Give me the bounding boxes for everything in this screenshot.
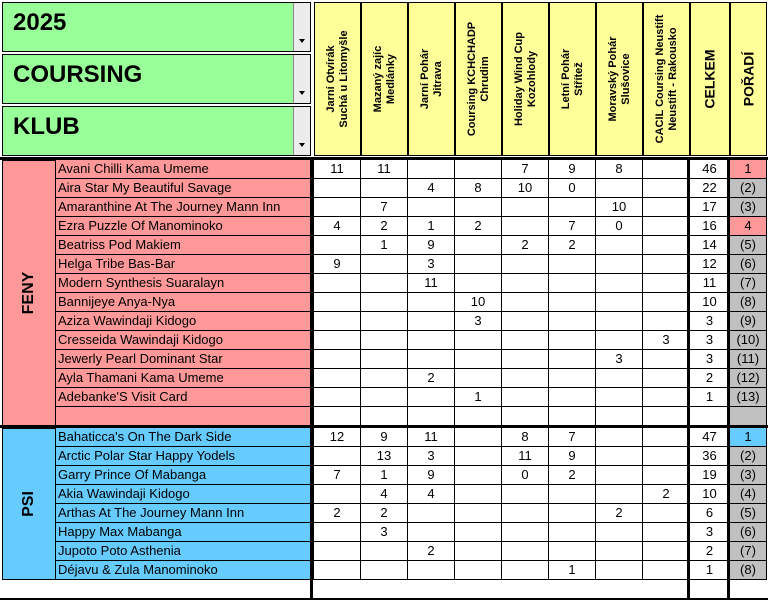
- score-cell: [596, 312, 643, 331]
- score-cell: [408, 312, 455, 331]
- score-cell: 3: [408, 255, 455, 274]
- score-cell: [408, 350, 455, 369]
- total-cell: 6: [690, 504, 730, 523]
- blank-row-name: [56, 407, 314, 426]
- column-header-label: Mazaný zajíc Medlánky: [371, 45, 397, 113]
- score-cell: [502, 485, 549, 504]
- row-name: Bahaticca's On The Dark Side: [56, 428, 314, 447]
- score-cell: [455, 466, 502, 485]
- column-header-label: Holiday Wind Cup Kozohlody: [512, 32, 538, 127]
- row-name: Modern Synthesis Suaralayn: [56, 274, 314, 293]
- score-cell: 11: [408, 274, 455, 293]
- score-cell: 2: [596, 504, 643, 523]
- column-header-7: [596, 2, 643, 156]
- score-cell: 11: [408, 428, 455, 447]
- score-cell: [361, 407, 408, 426]
- score-cell: 2: [408, 369, 455, 388]
- score-cell: [455, 331, 502, 350]
- column-separator: [687, 158, 690, 598]
- score-cell: [361, 255, 408, 274]
- column-header-label: Jarní Otvírák Suchá u Litomyšle: [324, 30, 350, 128]
- score-cell: [643, 388, 690, 407]
- row-name: Garry Prince Of Mabanga: [56, 466, 314, 485]
- selector-value: 2025: [13, 9, 67, 36]
- score-cell: [643, 428, 690, 447]
- total-cell: 47: [690, 428, 730, 447]
- row-name: Akia Wawindaji Kidogo: [56, 485, 314, 504]
- score-cell: [314, 274, 361, 293]
- rank-header: [730, 2, 767, 156]
- score-cell: [596, 293, 643, 312]
- column-header-4: [455, 2, 502, 156]
- score-cell: [502, 350, 549, 369]
- rank-cell: (8): [730, 293, 767, 312]
- score-cell: 1: [361, 466, 408, 485]
- score-cell: 10: [455, 293, 502, 312]
- score-cell: [361, 179, 408, 198]
- selector-3[interactable]: [2, 106, 311, 156]
- total-cell: 12: [690, 255, 730, 274]
- column-header-1: [314, 2, 361, 156]
- score-cell: [314, 331, 361, 350]
- score-cell: 11: [314, 160, 361, 179]
- score-cell: [596, 428, 643, 447]
- rank-cell: (4): [730, 485, 767, 504]
- rank-cell: (7): [730, 542, 767, 561]
- score-cell: [408, 504, 455, 523]
- row-name: Amaranthine At The Journey Mann Inn: [56, 198, 314, 217]
- rank-cell: (11): [730, 350, 767, 369]
- score-cell: [549, 350, 596, 369]
- chevron-down-icon[interactable]: [293, 107, 310, 155]
- rank-cell: (10): [730, 331, 767, 350]
- score-cell: [408, 331, 455, 350]
- score-cell: [361, 388, 408, 407]
- score-cell: [643, 312, 690, 331]
- score-cell: [314, 561, 361, 580]
- score-cell: 7: [361, 198, 408, 217]
- row-name: Cresseida Wawindaji Kidogo: [56, 331, 314, 350]
- rank-cell: (2): [730, 447, 767, 466]
- score-cell: [361, 331, 408, 350]
- rank-cell: (6): [730, 523, 767, 542]
- score-cell: 12: [314, 428, 361, 447]
- score-cell: [408, 388, 455, 407]
- score-cell: 0: [596, 217, 643, 236]
- score-cell: [314, 388, 361, 407]
- total-cell: 3: [690, 350, 730, 369]
- score-cell: [314, 407, 361, 426]
- score-cell: 0: [549, 179, 596, 198]
- score-cell: [549, 504, 596, 523]
- score-cell: [361, 350, 408, 369]
- score-cell: 10: [596, 198, 643, 217]
- score-cell: [314, 523, 361, 542]
- total-cell: 22: [690, 179, 730, 198]
- score-cell: [502, 542, 549, 561]
- score-cell: 2: [502, 236, 549, 255]
- score-cell: [361, 369, 408, 388]
- score-cell: [549, 523, 596, 542]
- row-name: Bannijeye Anya-Nya: [56, 293, 314, 312]
- rank-header-label: POŘADÍ: [740, 51, 756, 107]
- score-cell: [314, 350, 361, 369]
- total-cell: 2: [690, 542, 730, 561]
- score-cell: [314, 179, 361, 198]
- score-cell: [455, 523, 502, 542]
- score-cell: [549, 542, 596, 561]
- total-cell: 1: [690, 388, 730, 407]
- score-cell: 4: [408, 179, 455, 198]
- score-cell: [643, 274, 690, 293]
- score-cell: [549, 388, 596, 407]
- score-cell: [596, 388, 643, 407]
- score-cell: 4: [314, 217, 361, 236]
- score-cell: [549, 255, 596, 274]
- score-cell: [549, 407, 596, 426]
- score-cell: [643, 198, 690, 217]
- score-cell: [502, 407, 549, 426]
- score-cell: 4: [361, 485, 408, 504]
- score-cell: 11: [361, 160, 408, 179]
- score-cell: [455, 350, 502, 369]
- score-cell: [549, 331, 596, 350]
- column-header-2: [361, 2, 408, 156]
- column-header-label: Letní Pohár Střítež: [559, 48, 585, 110]
- score-cell: [502, 331, 549, 350]
- score-cell: [596, 561, 643, 580]
- score-cell: [502, 198, 549, 217]
- score-cell: 8: [596, 160, 643, 179]
- score-cell: [596, 236, 643, 255]
- score-cell: [455, 198, 502, 217]
- group-feny: [2, 160, 56, 426]
- score-cell: [455, 236, 502, 255]
- score-cell: [408, 523, 455, 542]
- total-header: [690, 2, 730, 156]
- score-cell: [596, 542, 643, 561]
- selector-value: KLUB: [13, 113, 80, 140]
- total-cell: 14: [690, 236, 730, 255]
- rank-cell: (9): [730, 312, 767, 331]
- score-cell: [502, 388, 549, 407]
- score-cell: 1: [549, 561, 596, 580]
- rank-cell: 1: [730, 160, 767, 179]
- rank-cell: (5): [730, 236, 767, 255]
- group-label: FENY: [20, 271, 37, 315]
- score-cell: [596, 447, 643, 466]
- score-cell: [455, 542, 502, 561]
- total-cell: 1: [690, 561, 730, 580]
- total-cell: 2: [690, 369, 730, 388]
- score-cell: 7: [549, 217, 596, 236]
- score-cell: 1: [455, 388, 502, 407]
- score-cell: [455, 407, 502, 426]
- score-cell: [455, 561, 502, 580]
- score-cell: 2: [314, 504, 361, 523]
- score-cell: 2: [361, 504, 408, 523]
- row-name: Ayla Thamani Kama Umeme: [56, 369, 314, 388]
- total-cell: 3: [690, 331, 730, 350]
- total-cell: 3: [690, 523, 730, 542]
- total-cell: 46: [690, 160, 730, 179]
- row-name: Happy Max Mabanga: [56, 523, 314, 542]
- total-cell: 36: [690, 447, 730, 466]
- score-cell: [455, 369, 502, 388]
- row-name: Aziza Wawindaji Kidogo: [56, 312, 314, 331]
- total-cell: 19: [690, 466, 730, 485]
- column-header-6: [549, 2, 596, 156]
- row-name: Déjavu & Zula Manominoko: [56, 561, 314, 580]
- score-cell: [549, 198, 596, 217]
- column-header-label: CACIL Coursing Neustift Neustift - Rakousko: [653, 14, 679, 144]
- score-cell: [502, 312, 549, 331]
- score-cell: [596, 274, 643, 293]
- row-name: Beatriss Pod Makiem: [56, 236, 314, 255]
- score-cell: 2: [361, 217, 408, 236]
- score-cell: 2: [549, 466, 596, 485]
- score-cell: [502, 504, 549, 523]
- score-cell: [314, 293, 361, 312]
- score-cell: [549, 293, 596, 312]
- score-cell: [361, 561, 408, 580]
- score-cell: [643, 466, 690, 485]
- score-cell: 7: [549, 428, 596, 447]
- column-header-8: [643, 2, 690, 156]
- score-cell: [643, 217, 690, 236]
- score-cell: [408, 407, 455, 426]
- score-cell: [549, 312, 596, 331]
- score-cell: [361, 274, 408, 293]
- score-cell: 9: [549, 160, 596, 179]
- score-cell: [643, 350, 690, 369]
- score-cell: [361, 312, 408, 331]
- score-cell: [643, 523, 690, 542]
- total-header-label: CELKEM: [701, 49, 718, 109]
- rank-cell: 1: [730, 428, 767, 447]
- score-cell: 1: [408, 217, 455, 236]
- score-cell: 2: [408, 542, 455, 561]
- score-cell: 9: [549, 447, 596, 466]
- score-cell: [455, 447, 502, 466]
- row-name: Helga Tribe Bas-Bar: [56, 255, 314, 274]
- row-name: Avani Chilli Kama Umeme: [56, 160, 314, 179]
- score-cell: 4: [408, 485, 455, 504]
- score-cell: [596, 179, 643, 198]
- group-label: PSI: [20, 491, 37, 517]
- score-cell: 9: [408, 466, 455, 485]
- score-cell: 9: [408, 236, 455, 255]
- score-cell: [502, 274, 549, 293]
- score-cell: [455, 160, 502, 179]
- score-cell: 1: [361, 236, 408, 255]
- group-psi: [2, 428, 56, 580]
- score-cell: [408, 561, 455, 580]
- score-cell: [643, 255, 690, 274]
- header-separator: [0, 157, 768, 160]
- score-cell: [596, 331, 643, 350]
- rank-cell: [730, 407, 767, 426]
- score-cell: [314, 542, 361, 561]
- score-cell: [408, 160, 455, 179]
- rank-cell: (8): [730, 561, 767, 580]
- column-separator: [310, 158, 313, 598]
- score-cell: [502, 217, 549, 236]
- chevron-down-icon[interactable]: [293, 3, 310, 51]
- rank-cell: (3): [730, 198, 767, 217]
- score-cell: 0: [502, 466, 549, 485]
- score-cell: [596, 485, 643, 504]
- score-cell: 9: [314, 255, 361, 274]
- score-cell: 3: [408, 447, 455, 466]
- column-header-label: Coursing KCHCHADP Chrudim: [465, 21, 491, 137]
- score-cell: [314, 198, 361, 217]
- score-cell: 10: [502, 179, 549, 198]
- total-cell: 10: [690, 293, 730, 312]
- score-cell: [361, 293, 408, 312]
- column-header-3: [408, 2, 455, 156]
- score-cell: 2: [455, 217, 502, 236]
- score-cell: [596, 407, 643, 426]
- score-cell: [643, 293, 690, 312]
- score-cell: 7: [314, 466, 361, 485]
- score-cell: [314, 485, 361, 504]
- score-cell: [596, 466, 643, 485]
- score-cell: [455, 485, 502, 504]
- score-cell: [455, 274, 502, 293]
- column-header-5: [502, 2, 549, 156]
- rank-cell: (3): [730, 466, 767, 485]
- score-cell: [502, 255, 549, 274]
- score-cell: [314, 236, 361, 255]
- total-cell: [690, 407, 730, 426]
- row-name: Aira Star My Beautiful Savage: [56, 179, 314, 198]
- score-cell: [314, 369, 361, 388]
- score-cell: [408, 198, 455, 217]
- score-cell: [643, 236, 690, 255]
- score-cell: [596, 255, 643, 274]
- score-cell: 11: [502, 447, 549, 466]
- score-cell: [314, 447, 361, 466]
- column-header-label: Moravský Pohár Slušovice: [606, 36, 632, 122]
- selector-2[interactable]: [2, 54, 311, 104]
- row-name: Ezra Puzzle Of Manominoko: [56, 217, 314, 236]
- column-separator: [727, 158, 730, 598]
- score-cell: [549, 274, 596, 293]
- row-name: Arctic Polar Star Happy Yodels: [56, 447, 314, 466]
- rank-cell: (7): [730, 274, 767, 293]
- score-cell: [596, 369, 643, 388]
- score-cell: [408, 293, 455, 312]
- rank-cell: 4: [730, 217, 767, 236]
- score-cell: [643, 504, 690, 523]
- selector-value: COURSING: [13, 61, 143, 88]
- column-header-label: Jarní Pohár Jitrava: [418, 48, 444, 110]
- score-cell: [596, 523, 643, 542]
- score-cell: [314, 312, 361, 331]
- score-cell: 13: [361, 447, 408, 466]
- score-cell: [455, 255, 502, 274]
- row-name: Arthas At The Journey Mann Inn: [56, 504, 314, 523]
- score-cell: 8: [502, 428, 549, 447]
- score-cell: [502, 561, 549, 580]
- total-cell: 10: [690, 485, 730, 504]
- score-cell: [643, 447, 690, 466]
- score-cell: [455, 504, 502, 523]
- score-cell: 3: [455, 312, 502, 331]
- score-cell: 2: [643, 485, 690, 504]
- score-cell: 2: [549, 236, 596, 255]
- score-cell: [643, 160, 690, 179]
- chevron-down-icon[interactable]: [293, 55, 310, 103]
- score-cell: [502, 523, 549, 542]
- rank-cell: (6): [730, 255, 767, 274]
- score-cell: [643, 369, 690, 388]
- rank-cell: (2): [730, 179, 767, 198]
- total-cell: 17: [690, 198, 730, 217]
- score-cell: [549, 369, 596, 388]
- row-name: Jewerly Pearl Dominant Star: [56, 350, 314, 369]
- score-cell: 3: [361, 523, 408, 542]
- score-cell: 3: [643, 331, 690, 350]
- score-cell: 7: [502, 160, 549, 179]
- score-cell: [643, 561, 690, 580]
- score-cell: [455, 428, 502, 447]
- row-name: Jupoto Poto Asthenia: [56, 542, 314, 561]
- rank-cell: (12): [730, 369, 767, 388]
- score-cell: [643, 407, 690, 426]
- score-cell: [643, 179, 690, 198]
- score-cell: [643, 542, 690, 561]
- score-cell: [361, 542, 408, 561]
- score-cell: 8: [455, 179, 502, 198]
- rank-cell: (13): [730, 388, 767, 407]
- score-cell: 9: [361, 428, 408, 447]
- group-separator: [0, 425, 768, 428]
- selector-1[interactable]: [2, 2, 311, 52]
- score-cell: [549, 485, 596, 504]
- row-name: Adebanke'S Visit Card: [56, 388, 314, 407]
- score-cell: [502, 369, 549, 388]
- total-cell: 16: [690, 217, 730, 236]
- score-cell: 3: [596, 350, 643, 369]
- total-cell: 3: [690, 312, 730, 331]
- total-cell: 11: [690, 274, 730, 293]
- score-cell: [502, 293, 549, 312]
- rank-cell: (5): [730, 504, 767, 523]
